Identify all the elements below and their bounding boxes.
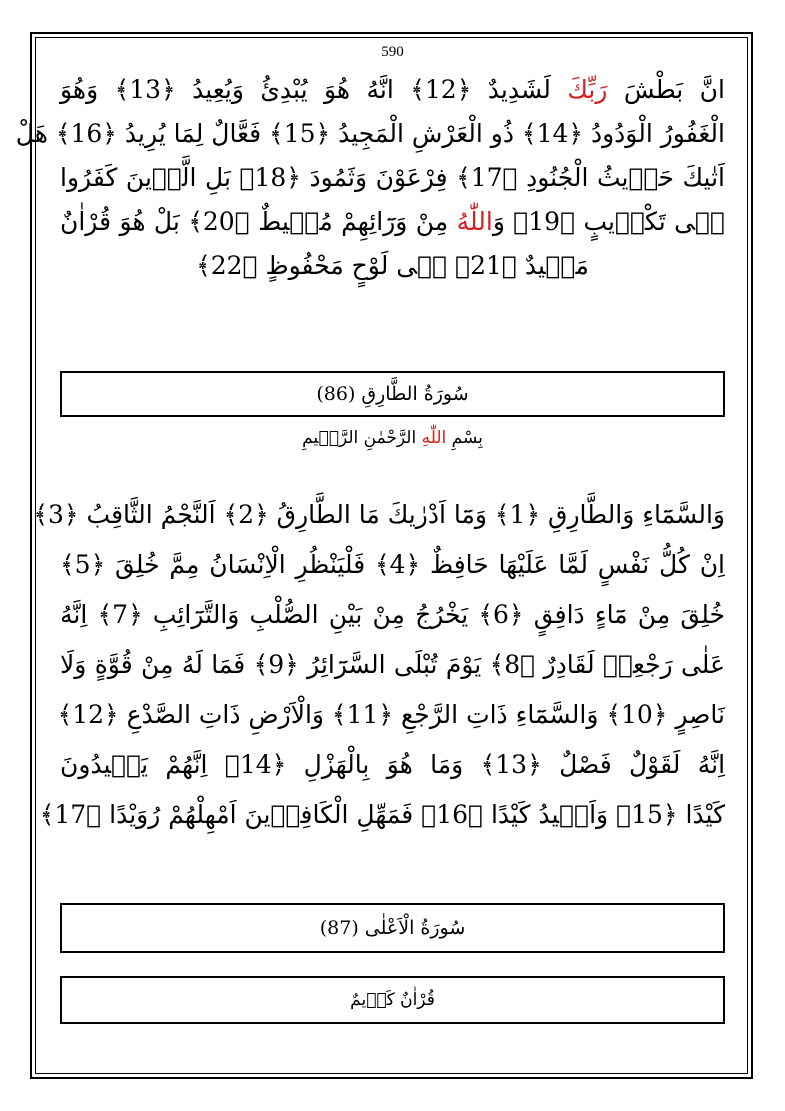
verse-line: اِنَّهُ لَقَوْلٌ فَصْلٌ ﴿13﴾ وَمَا هُوَ بِالْهَزْلِ ﴿14﴾ اِنَّهُمْ يَكٖيدُونَ — [60, 750, 726, 779]
verse-line: فٖى تَكْذٖيبٍ ﴿19﴾ وَاللّٰهُ مِنْ وَرَٓائِهِمْ مُحٖيطٌ ﴿20﴾ بَلْ هُوَ قُرْاٰنٌ — [60, 207, 725, 236]
surah-title-box-86: سُورَةُ الطَّارِقِ (86) — [60, 371, 725, 417]
verse-line: نَاصِرٍ ﴿10﴾ وَالسَّمَٓاءِ ذَاتِ الرَّجْعِ ﴿11﴾ وَالْاَرْضِ ذَاتِ الصَّدْعِ ﴿12﴾ — [57, 700, 725, 729]
verse-line: خُلِقَ مِنْ مَٓاءٍ دَافِقٍ ﴿6﴾ يَخْرُجُ مِنْ بَيْنِ الصُّلْبِ وَالتَّرَٓائِبِ ﴿7﴾ اِنَّهُ — [60, 600, 725, 629]
verse-block-surah-85-end — [15, 68, 725, 288]
verse-block-surah-86 — [33, 490, 726, 840]
verse-line: وَالسَّمَٓاءِ وَالطَّارِقِ ﴿1﴾ وَمَٓا اَدْرٰيكَ مَا الطَّارِقُ ﴿2﴾ اَلنَّجْمُ الثَّاقِبُ ﴿3﴾ — [33, 500, 725, 529]
verse-line: الْغَفُورُ الْوَدُودُ ﴿14﴾ ذُو الْعَرْشِ الْمَجِيدُ ﴿15﴾ فَعَّالٌ لِمَا يُرِيدُ ﴿16﴾ هَلْ — [15, 119, 725, 148]
verse-line: كَيْدًا ﴿15﴾ وَاَكٖيدُ كَيْدًا ﴿16﴾ فَمَهِّلِ الْكَافِرٖينَ اَمْهِلْهُمْ رُوَيْدًا ﴿17﴾ — [39, 800, 725, 829]
surah-title-box-87: سُورَةُ الْاَعْلٰى (87) — [60, 903, 725, 953]
page-number: 590 — [381, 44, 404, 60]
closing-box: قُرْاٰنٌ كَرٖيمٌ — [60, 976, 725, 1024]
verse-line: مَجٖيدٌ ﴿21﴾ فٖى لَوْحٍ مَحْفُوظٍ ﴿22﴾ — [196, 251, 589, 280]
verse-line: اَتٰيكَ حَدٖيثُ الْجُنُودِ ﴿17﴾ فِرْعَوْنَ وَثَمُودَ ﴿18﴾ بَلِ الَّذٖينَ كَفَرُوا — [60, 163, 725, 192]
verse-line: اِنْ كُلُّ نَفْسٍ لَمَّا عَلَيْهَا حَافِظٌ ﴿4﴾ فَلْيَنْظُرِ الْاِنْسَانُ مِمَّ خُلِقَ ﴿5﴾ — [60, 550, 725, 579]
divine-name: رَبِّكَ — [567, 75, 608, 104]
verse-line: انَّ بَطْشَ رَبِّكَ لَشَدِيدٌ ﴿12﴾ انَّهُ هُوَ يُبْدِئُ وَيُعِيدُ ﴿13﴾ وَهُوَ — [60, 75, 725, 104]
basmala: بِسْمِ اللّٰهِ الرَّحْمٰنِ الرَّحٖيمِ — [302, 428, 483, 448]
divine-name: اللّٰهُ — [456, 207, 493, 236]
verse-line: عَلٰى رَجْعِهٖ لَقَادِرٌ ﴿8﴾ يَوْمَ تُبْلَى السَّرَٓائِرُ ﴿9﴾ فَمَا لَهُ مِنْ قُوَّةٍ وَلَا — [60, 650, 725, 679]
divine-name: اللّٰهِ — [421, 428, 447, 448]
